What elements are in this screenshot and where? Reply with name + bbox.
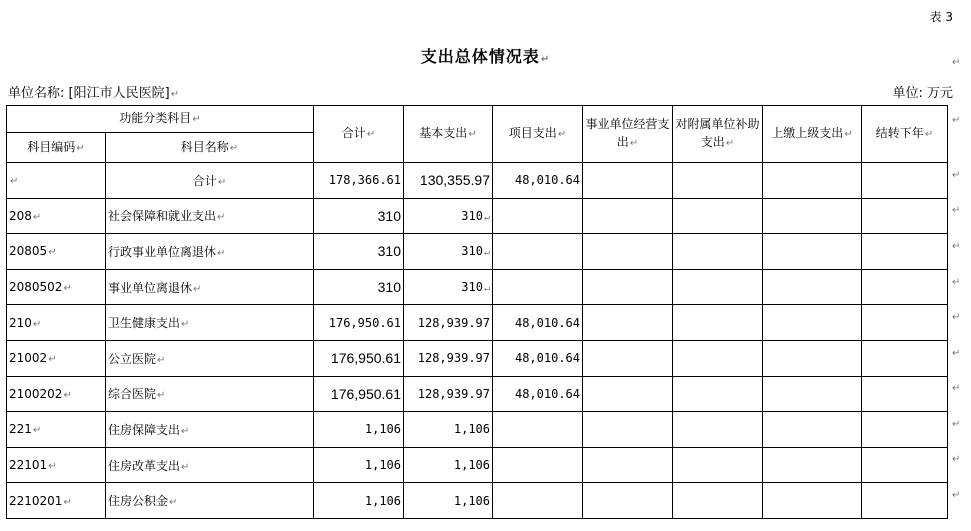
- cell-carryover[interactable]: [862, 269, 948, 305]
- cell-total[interactable]: 1,106: [314, 483, 404, 519]
- cell-project[interactable]: 48,010.64: [493, 376, 583, 412]
- cell-code[interactable]: 21002↵: [7, 340, 106, 376]
- table-row: [7, 198, 948, 234]
- cell-project[interactable]: 48,010.64: [493, 305, 583, 341]
- cell-upper[interactable]: [763, 340, 862, 376]
- cell-project[interactable]: [493, 198, 583, 234]
- paragraph-mark-icon: ↵: [952, 57, 961, 68]
- cell-business[interactable]: [583, 447, 673, 483]
- table-row: [7, 234, 948, 270]
- cell-subsidy[interactable]: [673, 483, 763, 519]
- unit-name-line: [8, 82, 179, 101]
- cell-subsidy[interactable]: [673, 447, 763, 483]
- table-header-row: [7, 106, 948, 133]
- cell-carryover[interactable]: [862, 340, 948, 376]
- table-row: [7, 376, 948, 412]
- cell-basic[interactable]: 130,355.97: [404, 163, 493, 199]
- cell-project[interactable]: 48,010.64: [493, 340, 583, 376]
- cell-total[interactable]: 1,106: [314, 412, 404, 448]
- cell-business[interactable]: [583, 198, 673, 234]
- cell-project[interactable]: [493, 447, 583, 483]
- cell-carryover[interactable]: [862, 412, 948, 448]
- paragraph-mark-icon: ↵: [952, 348, 961, 359]
- cell-basic[interactable]: 1,106: [404, 412, 493, 448]
- paragraph-mark-icon: ↵: [952, 490, 961, 501]
- header-business-expenditure: 事业单位经营支 出↵: [583, 106, 673, 163]
- cell-code[interactable]: 22101↵: [7, 447, 106, 483]
- cell-business[interactable]: [583, 305, 673, 341]
- cell-carryover[interactable]: [862, 305, 948, 341]
- cell-total[interactable]: 176,950.61: [314, 376, 404, 412]
- cell-business[interactable]: [583, 234, 673, 270]
- cell-subsidy[interactable]: [673, 163, 763, 199]
- cell-basic[interactable]: 310↵: [404, 234, 493, 270]
- cell-basic[interactable]: 128,939.97: [404, 305, 493, 341]
- page-number: 表 3: [929, 10, 953, 24]
- paragraph-mark-icon: ↵: [952, 419, 961, 430]
- cell-carryover[interactable]: [862, 234, 948, 270]
- cell-upper[interactable]: [763, 412, 862, 448]
- cell-upper[interactable]: [763, 269, 862, 305]
- cell-project[interactable]: [493, 269, 583, 305]
- paragraph-mark-icon: ↵: [952, 277, 961, 288]
- cell-name[interactable]: 住房改革支出↵: [106, 447, 314, 483]
- cell-name[interactable]: 综合医院↵: [106, 376, 314, 412]
- cell-carryover[interactable]: [862, 447, 948, 483]
- currency-unit: 单位: 万元: [892, 86, 953, 101]
- cell-project[interactable]: [493, 412, 583, 448]
- cell-project[interactable]: 48,010.64: [493, 163, 583, 199]
- table-row: [7, 305, 948, 341]
- header-subsidiary-subsidy: 对附属单位补助 支出↵: [673, 106, 763, 163]
- header-project-expenditure: 项目支出↵: [493, 106, 583, 163]
- cell-code[interactable]: 221↵: [7, 412, 106, 448]
- cell-code[interactable]: 2210201↵: [7, 483, 106, 519]
- cell-total[interactable]: 1,106: [314, 447, 404, 483]
- cell-total[interactable]: 178,366.61: [314, 163, 404, 199]
- field-bracket-close-icon: ]: [164, 86, 170, 101]
- cell-upper[interactable]: [763, 234, 862, 270]
- cell-basic[interactable]: 1,106: [404, 447, 493, 483]
- cell-upper[interactable]: [763, 483, 862, 519]
- cell-total[interactable]: 176,950.61: [314, 340, 404, 376]
- cell-carryover[interactable]: [862, 376, 948, 412]
- cell-subsidy[interactable]: [673, 234, 763, 270]
- cell-name[interactable]: 住房公积金↵: [106, 483, 314, 519]
- cell-basic[interactable]: 128,939.97: [404, 340, 493, 376]
- cell-total[interactable]: 310: [314, 234, 404, 270]
- header-upper-remittance: 上缴上级支出↵: [763, 106, 862, 163]
- paragraph-mark-icon: ↵: [952, 312, 961, 323]
- cell-basic[interactable]: 1,106: [404, 483, 493, 519]
- cell-subsidy[interactable]: [673, 340, 763, 376]
- header-carryover: 结转下年↵: [862, 106, 948, 163]
- cell-code[interactable]: 2100202↵: [7, 376, 106, 412]
- cell-carryover[interactable]: [862, 163, 948, 199]
- cell-name[interactable]: 卫生健康支出↵: [106, 305, 314, 341]
- cell-business[interactable]: [583, 269, 673, 305]
- header-total: 合计↵: [314, 106, 404, 163]
- cell-name[interactable]: 事业单位离退休↵: [106, 269, 314, 305]
- cell-upper[interactable]: [763, 305, 862, 341]
- cell-name[interactable]: 合计↵: [106, 163, 314, 199]
- paragraph-mark-icon: ↵: [952, 205, 961, 216]
- cell-code[interactable]: ↵: [7, 163, 106, 199]
- cell-subsidy[interactable]: [673, 376, 763, 412]
- cell-subsidy[interactable]: [673, 198, 763, 234]
- cell-project[interactable]: [493, 483, 583, 519]
- cell-business[interactable]: [583, 163, 673, 199]
- table-row-total: [7, 163, 948, 199]
- cell-subsidy[interactable]: [673, 412, 763, 448]
- cell-upper[interactable]: [763, 198, 862, 234]
- cell-name[interactable]: 行政事业单位离退休↵: [106, 234, 314, 270]
- title-text: 支出总体情况表: [420, 47, 540, 66]
- cell-subsidy[interactable]: [673, 269, 763, 305]
- cell-basic[interactable]: 128,939.97: [404, 376, 493, 412]
- cell-business[interactable]: [583, 376, 673, 412]
- table-row: [7, 340, 948, 376]
- paragraph-mark-icon: ↵: [952, 115, 961, 126]
- cell-upper[interactable]: [763, 376, 862, 412]
- unit-name-value[interactable]: 阳江市人民医院: [73, 86, 165, 101]
- cell-name[interactable]: 住房保障支出↵: [106, 412, 314, 448]
- paragraph-mark-icon: ↵: [170, 89, 180, 100]
- table-row: [7, 412, 948, 448]
- cell-basic[interactable]: 310↵: [404, 269, 493, 305]
- cell-upper[interactable]: [763, 447, 862, 483]
- header-subject-name: 科目名称↵: [106, 133, 314, 163]
- cell-carryover[interactable]: [862, 198, 948, 234]
- cell-code[interactable]: 208↵: [7, 198, 106, 234]
- cell-subsidy[interactable]: [673, 305, 763, 341]
- expenditure-table: [6, 105, 948, 519]
- cell-total[interactable]: 310: [314, 198, 404, 234]
- header-subject-code: 科目编码↵: [7, 133, 106, 163]
- paragraph-mark-icon: ↵: [952, 383, 961, 394]
- header-basic-expenditure: 基本支出↵: [404, 106, 493, 163]
- cell-upper[interactable]: [763, 163, 862, 199]
- cell-basic[interactable]: 310↵: [404, 198, 493, 234]
- cell-name[interactable]: 社会保障和就业支出↵: [106, 198, 314, 234]
- cell-business[interactable]: [583, 412, 673, 448]
- cell-code[interactable]: 2080502↵: [7, 269, 106, 305]
- cell-business[interactable]: [583, 483, 673, 519]
- cell-project[interactable]: [493, 234, 583, 270]
- cell-business[interactable]: [583, 340, 673, 376]
- table-row: [7, 447, 948, 483]
- cell-total[interactable]: 176,950.61: [314, 305, 404, 341]
- header-functional-category: 功能分类科目↵: [7, 106, 314, 133]
- table-row: [7, 269, 948, 305]
- paragraph-mark-icon: ↵: [952, 241, 961, 252]
- cell-total[interactable]: 310: [314, 269, 404, 305]
- cell-name[interactable]: 公立医院↵: [106, 340, 314, 376]
- paragraph-mark-icon: ↵: [952, 454, 961, 465]
- document-title: [0, 44, 971, 67]
- paragraph-mark-icon: ↵: [952, 170, 961, 181]
- cell-code[interactable]: 210↵: [7, 305, 106, 341]
- unit-name-label: 单位名称:: [8, 86, 65, 101]
- table-row: [7, 483, 948, 519]
- field-bracket-open-icon: [: [68, 86, 74, 101]
- cell-carryover[interactable]: [862, 483, 948, 519]
- cell-code[interactable]: 20805↵: [7, 234, 106, 270]
- paragraph-mark-icon: ↵: [540, 54, 551, 65]
